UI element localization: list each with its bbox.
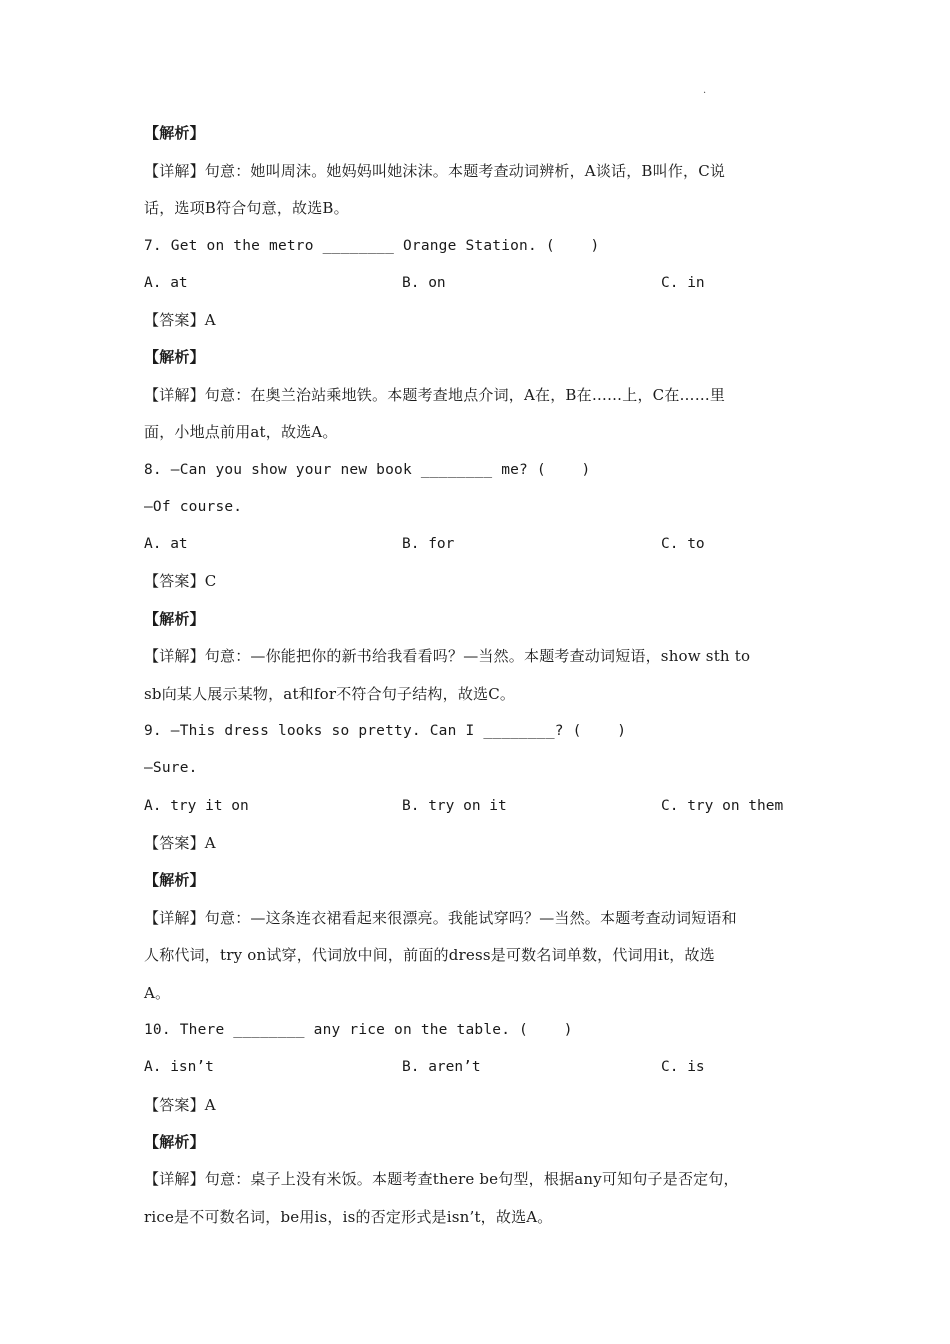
q6-detail-line-1: 【详解】句意：她叫周沫。她妈妈叫她沫沫。本题考查动词辨析，A谈话，B叫作，C说	[144, 162, 726, 180]
q9-detail-line-1: 【详解】句意：—这条连衣裙看起来很漂亮。我能试穿吗？—当然。本题考查动词短语和	[144, 909, 737, 927]
q9-option-c: C. try on them	[661, 798, 784, 814]
q10-option-c: C. is	[661, 1059, 705, 1075]
q10-detail-line-2: rice是不可数名词，be用is，is的否定形式是isn’t，故选A。	[144, 1208, 553, 1226]
q10-answer: 【答案】A	[144, 1096, 216, 1114]
q8-option-a: A. at	[144, 536, 188, 552]
q7-detail-line-1: 【详解】句意：在奥兰治站乘地铁。本题考查地点介词，A在，B在……上，C在……里	[144, 386, 726, 404]
q10-question: 10. There ________ any rice on the table. ( )	[144, 1022, 573, 1038]
q9-question: 9. —This dress looks so pretty. Can I ________? ( )	[144, 723, 627, 739]
q7-question: 7. Get on the metro ________ Orange Station. ( )	[144, 238, 600, 254]
header-dot: ·	[703, 88, 707, 99]
q8-option-c: C. to	[661, 536, 705, 552]
q8-analysis-label: 【解析】	[144, 610, 205, 628]
q8-option-b: B. for	[402, 536, 455, 552]
q7-option-a: A. at	[144, 275, 188, 291]
q10-analysis-label: 【解析】	[144, 1133, 205, 1151]
q7-answer: 【答案】A	[144, 311, 216, 329]
q9-detail-line-3: A。	[144, 984, 171, 1002]
q9-answer: 【答案】A	[144, 834, 216, 852]
q10-option-a: A. isn’t	[144, 1059, 214, 1075]
q9-reply: —Sure.	[144, 760, 198, 776]
q10-option-b: B. aren’t	[402, 1059, 481, 1075]
q7-option-c: C. in	[661, 275, 705, 291]
q7-option-b: B. on	[402, 275, 446, 291]
q9-option-a: A. try it on	[144, 798, 249, 814]
q7-detail-line-2: 面，小地点前用at，故选A。	[144, 423, 338, 441]
q7-analysis-label: 【解析】	[144, 348, 205, 366]
q8-answer: 【答案】C	[144, 572, 217, 590]
q10-detail-line-1: 【详解】句意：桌子上没有米饭。本题考查there be句型，根据any可知句子是否定句，	[144, 1170, 739, 1188]
q8-question: 8. —Can you show your new book ________ me? ( )	[144, 462, 591, 478]
q6-analysis-label: 【解析】	[144, 124, 205, 142]
q8-detail-line-2: sb向某人展示某物，at和for不符合句子结构，故选C。	[144, 685, 516, 703]
q9-detail-line-2: 人称代词，try on试穿，代词放中间，前面的dress是可数名词单数，代词用it，故选	[144, 946, 715, 964]
q9-option-b: B. try on it	[402, 798, 507, 814]
q9-analysis-label: 【解析】	[144, 871, 205, 889]
q8-reply: —Of course.	[144, 499, 243, 515]
q6-detail-line-2: 话，选项B符合句意，故选B。	[144, 199, 349, 217]
q8-detail-line-1: 【详解】句意：—你能把你的新书给我看看吗？—当然。本题考查动词短语，show sth to	[144, 647, 751, 665]
